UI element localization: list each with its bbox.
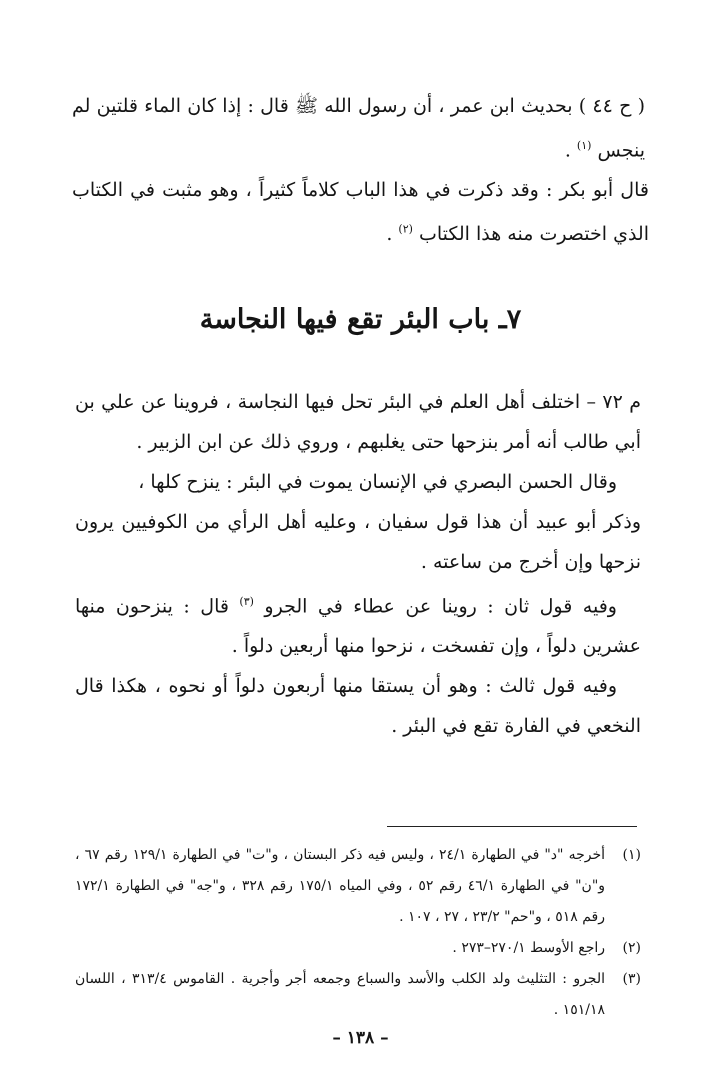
second-saying-tail: قال : ينزحون منها عشرين دلواً ، وإن تفسخت ، نزحوا منها أربعين دلواً . [75, 595, 641, 658]
third-saying: وفيه قول ثالث : وهو أن يستقا منها أربعون دلواً أو نحوه ، هكذا قال النخعي في الفارة تقع في البئر . [75, 675, 641, 738]
abubakr-text: قال أبو بكر : وقد ذكرت في هذا الباب كلاماً كثيراً ، وهو مثبت في الكتاب الذي اختصرت منه هذا الكتاب [72, 179, 649, 246]
page-number: – ١٣٨ – [332, 1028, 389, 1048]
footnote-text: أخرجه "د" في الطهارة ٢٤/١ ، وليس فيه ذكر البستان ، و"ت" في الطهارة ١٢٩/١ رقم ٦٧ ، و"ن" في الطهارة ٤٦/١ رقم ٥٢ ، وفي المياه ١٧٥/١ رقم ٣٢٨ ، و"جه" في الطهارة ١٧٢/١ رقم ٥١٨ ، و"حم" ٢٣/٢ ، ٢٧ ، ١٠٧ . [75, 847, 606, 925]
footnote-number: (٢) [622, 940, 641, 956]
footnote-number: (٣) [622, 971, 641, 987]
footnote-divider [387, 826, 637, 827]
footnote-item [75, 933, 641, 964]
footnote-number: (١) [622, 847, 641, 863]
second-saying: وفيه قول ثان : روينا عن عطاء في الجرو [264, 595, 617, 618]
hadith-tail: . [564, 139, 571, 162]
second-saying-block [75, 582, 641, 666]
footnotes-list [75, 840, 641, 1026]
footnote-text: راجع الأوسط ٢٧٠/١–٢٧٣ . [452, 940, 605, 956]
abubakr-tail: . [386, 223, 393, 246]
issue-72-section [75, 382, 641, 746]
footnote-ref-1: (١) [576, 139, 592, 152]
footnote-ref-2: (٢) [398, 223, 413, 236]
footnote-item [75, 840, 641, 933]
abu-ubaid-saying: وذكر أبو عبيد أن هذا قول سفيان ، وعليه أهل الرأي من الكوفيين يرون نزحها وإن أخرج من ساعته . [75, 511, 641, 573]
hadith-paragraph [72, 86, 645, 170]
footnote-text: الجرو : التثليث ولد الكلب والأسد والسباع وجمعه أجر وأجرية . القاموس ٣١٣/٤ ، اللسان ١٥١/١٨ . [75, 971, 606, 1018]
footnote-item [75, 964, 641, 1026]
hasan-saying: وقال الحسن البصري في الإنسان يموت في البئر : ينزح كلها ، [138, 471, 617, 493]
hadith-text: ( ح ٤٤ ) بحديث ابن عمر ، أن رسول الله ﷺ قال : إذا كان الماء قلتين لم ينجس [72, 95, 645, 162]
abubakr-paragraph [72, 170, 649, 254]
chapter-title: ٧ـ باب البئر تقع فيها النجاسة [199, 304, 522, 335]
footnote-ref-3: (٣) [239, 595, 254, 608]
issue-72-lead: م ٧٢ – اختلف أهل العلم في البئر تحل فيها النجاسة ، فروينا عن علي بن أبي طالب أنه أمر بنزحها حتى يغلبهم ، وروي ذلك عن ابن الزبير . [75, 391, 641, 453]
